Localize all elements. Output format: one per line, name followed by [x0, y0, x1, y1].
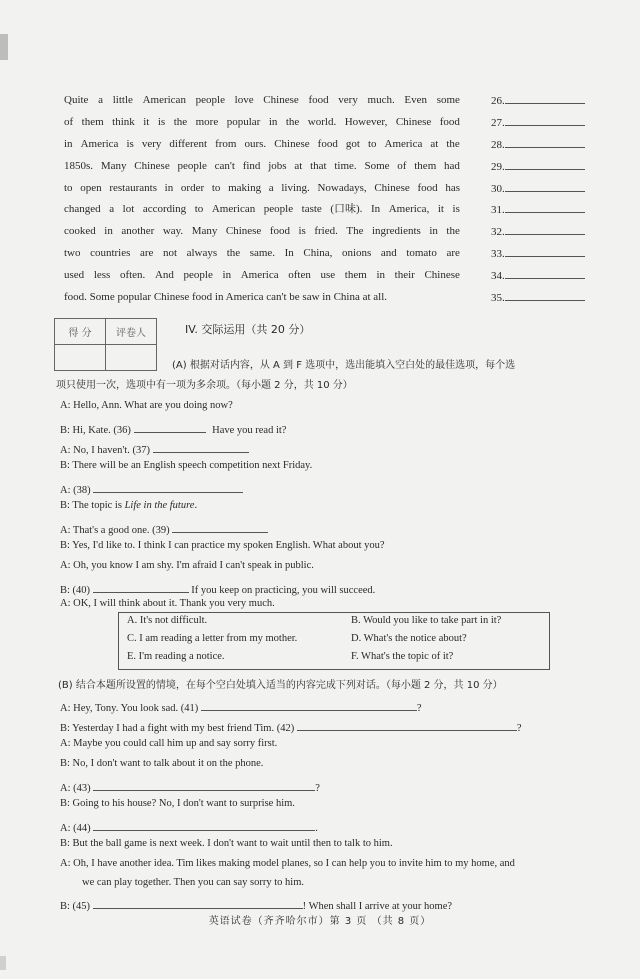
score-box [54, 318, 157, 371]
answer-number: 30. [491, 182, 505, 195]
answer-line [491, 90, 601, 112]
answer-number: 33. [491, 248, 505, 261]
dialog-text: A: (43) [60, 783, 91, 794]
dialog-line: A: Oh, you know I am shy. I'm afraid I can't speak in public. [60, 560, 314, 571]
score-cell [55, 345, 106, 371]
answer-number: 29. [491, 160, 505, 173]
dialog-text: A: That's a good one. (39) [60, 525, 170, 536]
blank-45[interactable] [93, 896, 303, 909]
dialog-line: B: No, I don't want to talk about it on the phone. [60, 758, 264, 769]
dialog-line: A: (44) . [60, 818, 318, 834]
passage [64, 90, 460, 309]
scan-edge-mark [0, 34, 8, 60]
blank-43[interactable] [93, 778, 315, 791]
answer-number: 31. [491, 204, 505, 217]
passage-line: of them think it is the more popular in the world. However, Chinese food [64, 115, 460, 128]
part-b-instructions: (B) 结合本题所设置的情境，在每个空白处填入适当的内容完成下列对话。（每小题 2 分，共 10 分） [58, 680, 503, 691]
dialog-text: ! When shall I arrive at your home? [302, 901, 453, 912]
option-a: A. It's not difficult. [127, 615, 208, 626]
dialog-line: B: There will be an English speech competition next Friday. [60, 460, 313, 471]
dialog-line [60, 580, 375, 596]
passage-line: to open restaurants in order to making a living. Nowadays, Chinese food has [64, 181, 460, 194]
dialog-text: Have you read it? [212, 425, 287, 436]
dialog-line: A: Maybe you could call him up and say sorry first. [60, 738, 278, 749]
answer-line [491, 156, 601, 178]
option-c: C. I am reading a letter from my mother. [127, 633, 298, 644]
passage-line: changed a lot according to American people taste (口味). In America, it is [64, 203, 460, 216]
answer-number: 27. [491, 116, 505, 129]
dialog-text: A: (38) [60, 485, 91, 496]
dialog-line: A: (43) ? [60, 778, 320, 794]
section-title: IV. 交际运用（共 20 分） [185, 323, 311, 336]
dialog-line: B: The topic is Life in the future. [60, 500, 198, 511]
dialog-line: A: Oh, I have another idea. Tim likes making model planes, so I can help you to invite him to my home, and [60, 858, 515, 869]
passage-line: food. Some popular Chinese food in America can't be saw in China at all. [64, 291, 388, 304]
dialog-text: B: Yesterday I had a fight with my best friend Tim. (42) [60, 723, 295, 734]
answer-line [491, 265, 601, 287]
blank-41[interactable] [201, 698, 417, 711]
score-label: 得 分 [55, 319, 106, 345]
dialog-line: A: Hey, Tony. You look sad. (41) ? [60, 698, 422, 714]
answer-line [491, 287, 601, 309]
dialog-text: B: Hi, Kate. (36) [60, 425, 131, 436]
answer-blanks [491, 90, 601, 309]
dialog-line: A: Hello, Ann. What are you doing now? [60, 400, 233, 411]
answer-blank[interactable] [505, 287, 585, 301]
blank-38[interactable] [93, 480, 243, 493]
options-box [118, 612, 550, 670]
answer-blank[interactable] [505, 90, 585, 104]
answer-number: 28. [491, 138, 505, 151]
grader-cell [106, 345, 157, 371]
answer-number: 35. [491, 292, 505, 305]
answer-blank[interactable] [505, 156, 585, 170]
blank-36[interactable] [134, 420, 206, 433]
dialog-line: we can play together. Then you can say sorry to him. [82, 877, 304, 888]
dialog-line [60, 420, 286, 436]
dialog-line: A: OK, I will think about it. Thank you very much. [60, 598, 275, 609]
answer-blank[interactable] [505, 265, 585, 279]
dialog-line: B: Going to his house? No, I don't want to surprise him. [60, 798, 295, 809]
dialog-line: B: But the ball game is next week. I don't want to wait until then to talk to him. [60, 838, 393, 849]
passage-line: in America is very different from ours. Chinese food got to America at the [64, 137, 460, 150]
answer-number: 34. [491, 270, 505, 283]
dialog-line [60, 896, 452, 912]
answer-line [491, 199, 601, 221]
part-a-instructions: (A) 根据对话内容，从 A 到 F 选项中，选出能填入空白处的最佳选项，每个选 [172, 360, 516, 371]
dialog-text: B: The topic is [60, 500, 125, 511]
answer-blank[interactable] [505, 112, 585, 126]
answer-blank[interactable] [505, 178, 585, 192]
answer-blank[interactable] [505, 243, 585, 257]
answer-blank[interactable] [505, 221, 585, 235]
option-d: D. What's the notice about? [351, 633, 467, 644]
answer-number: 32. [491, 226, 505, 239]
grader-label: 评卷人 [106, 319, 157, 345]
option-f: F. What's the topic of it? [351, 651, 454, 662]
blank-39[interactable] [172, 520, 268, 533]
dialog-text: A: (44) [60, 823, 91, 834]
dialog-text: B: (40) [60, 585, 91, 596]
passage-line: Quite a little American people love Chinese food very much. Even some [64, 94, 460, 106]
dialog-line [60, 440, 249, 456]
passage-line: two countries are not always the same. In China, onions and tomato are [64, 247, 460, 260]
answer-line [491, 221, 601, 243]
answer-line [491, 134, 601, 156]
dialog-line [60, 480, 243, 496]
dialog-text: If you keep on practicing, you will succeed. [191, 585, 376, 596]
dialog-text: B: (45) [60, 901, 91, 912]
blank-37[interactable] [153, 440, 249, 453]
answer-blank[interactable] [505, 134, 585, 148]
blank-40[interactable] [93, 580, 189, 593]
passage-line: cooked in another way. Many Chinese food is fried. The ingredients in the [64, 225, 460, 238]
topic-title: Life in the future [124, 500, 195, 511]
dialog-line: B: Yesterday I had a fight with my best friend Tim. (42) ? [60, 718, 522, 734]
scan-edge-mark [0, 956, 6, 970]
dialog-line: B: Yes, I'd like to. I think I can practice my spoken English. What about you? [60, 540, 385, 551]
passage-line: 1850s. Many Chinese people can't find jobs at that time. Some of them had [64, 159, 460, 172]
option-b: B. Would you like to take part in it? [351, 615, 502, 626]
blank-42[interactable] [297, 718, 517, 731]
dialog-line [60, 520, 268, 536]
blank-44[interactable] [93, 818, 315, 831]
page-footer: 英语试卷（齐齐哈尔市）第 3 页 （共 8 页） [208, 916, 432, 927]
answer-line [491, 178, 601, 200]
answer-line [491, 243, 601, 265]
part-a-instructions: 项只使用一次，选项中有一项为多余项。（每小题 2 分，共 10 分） [56, 380, 353, 391]
option-e: E. I'm reading a notice. [127, 651, 225, 662]
dialog-text: A: Hey, Tony. You look sad. (41) [60, 703, 199, 714]
answer-number: 26. [491, 95, 505, 107]
passage-line: used less often. And people in America often use them in their Chinese [64, 269, 460, 282]
dialog-text: A: No, I haven't. (37) [60, 445, 150, 456]
answer-line [491, 112, 601, 134]
answer-blank[interactable] [505, 199, 585, 213]
